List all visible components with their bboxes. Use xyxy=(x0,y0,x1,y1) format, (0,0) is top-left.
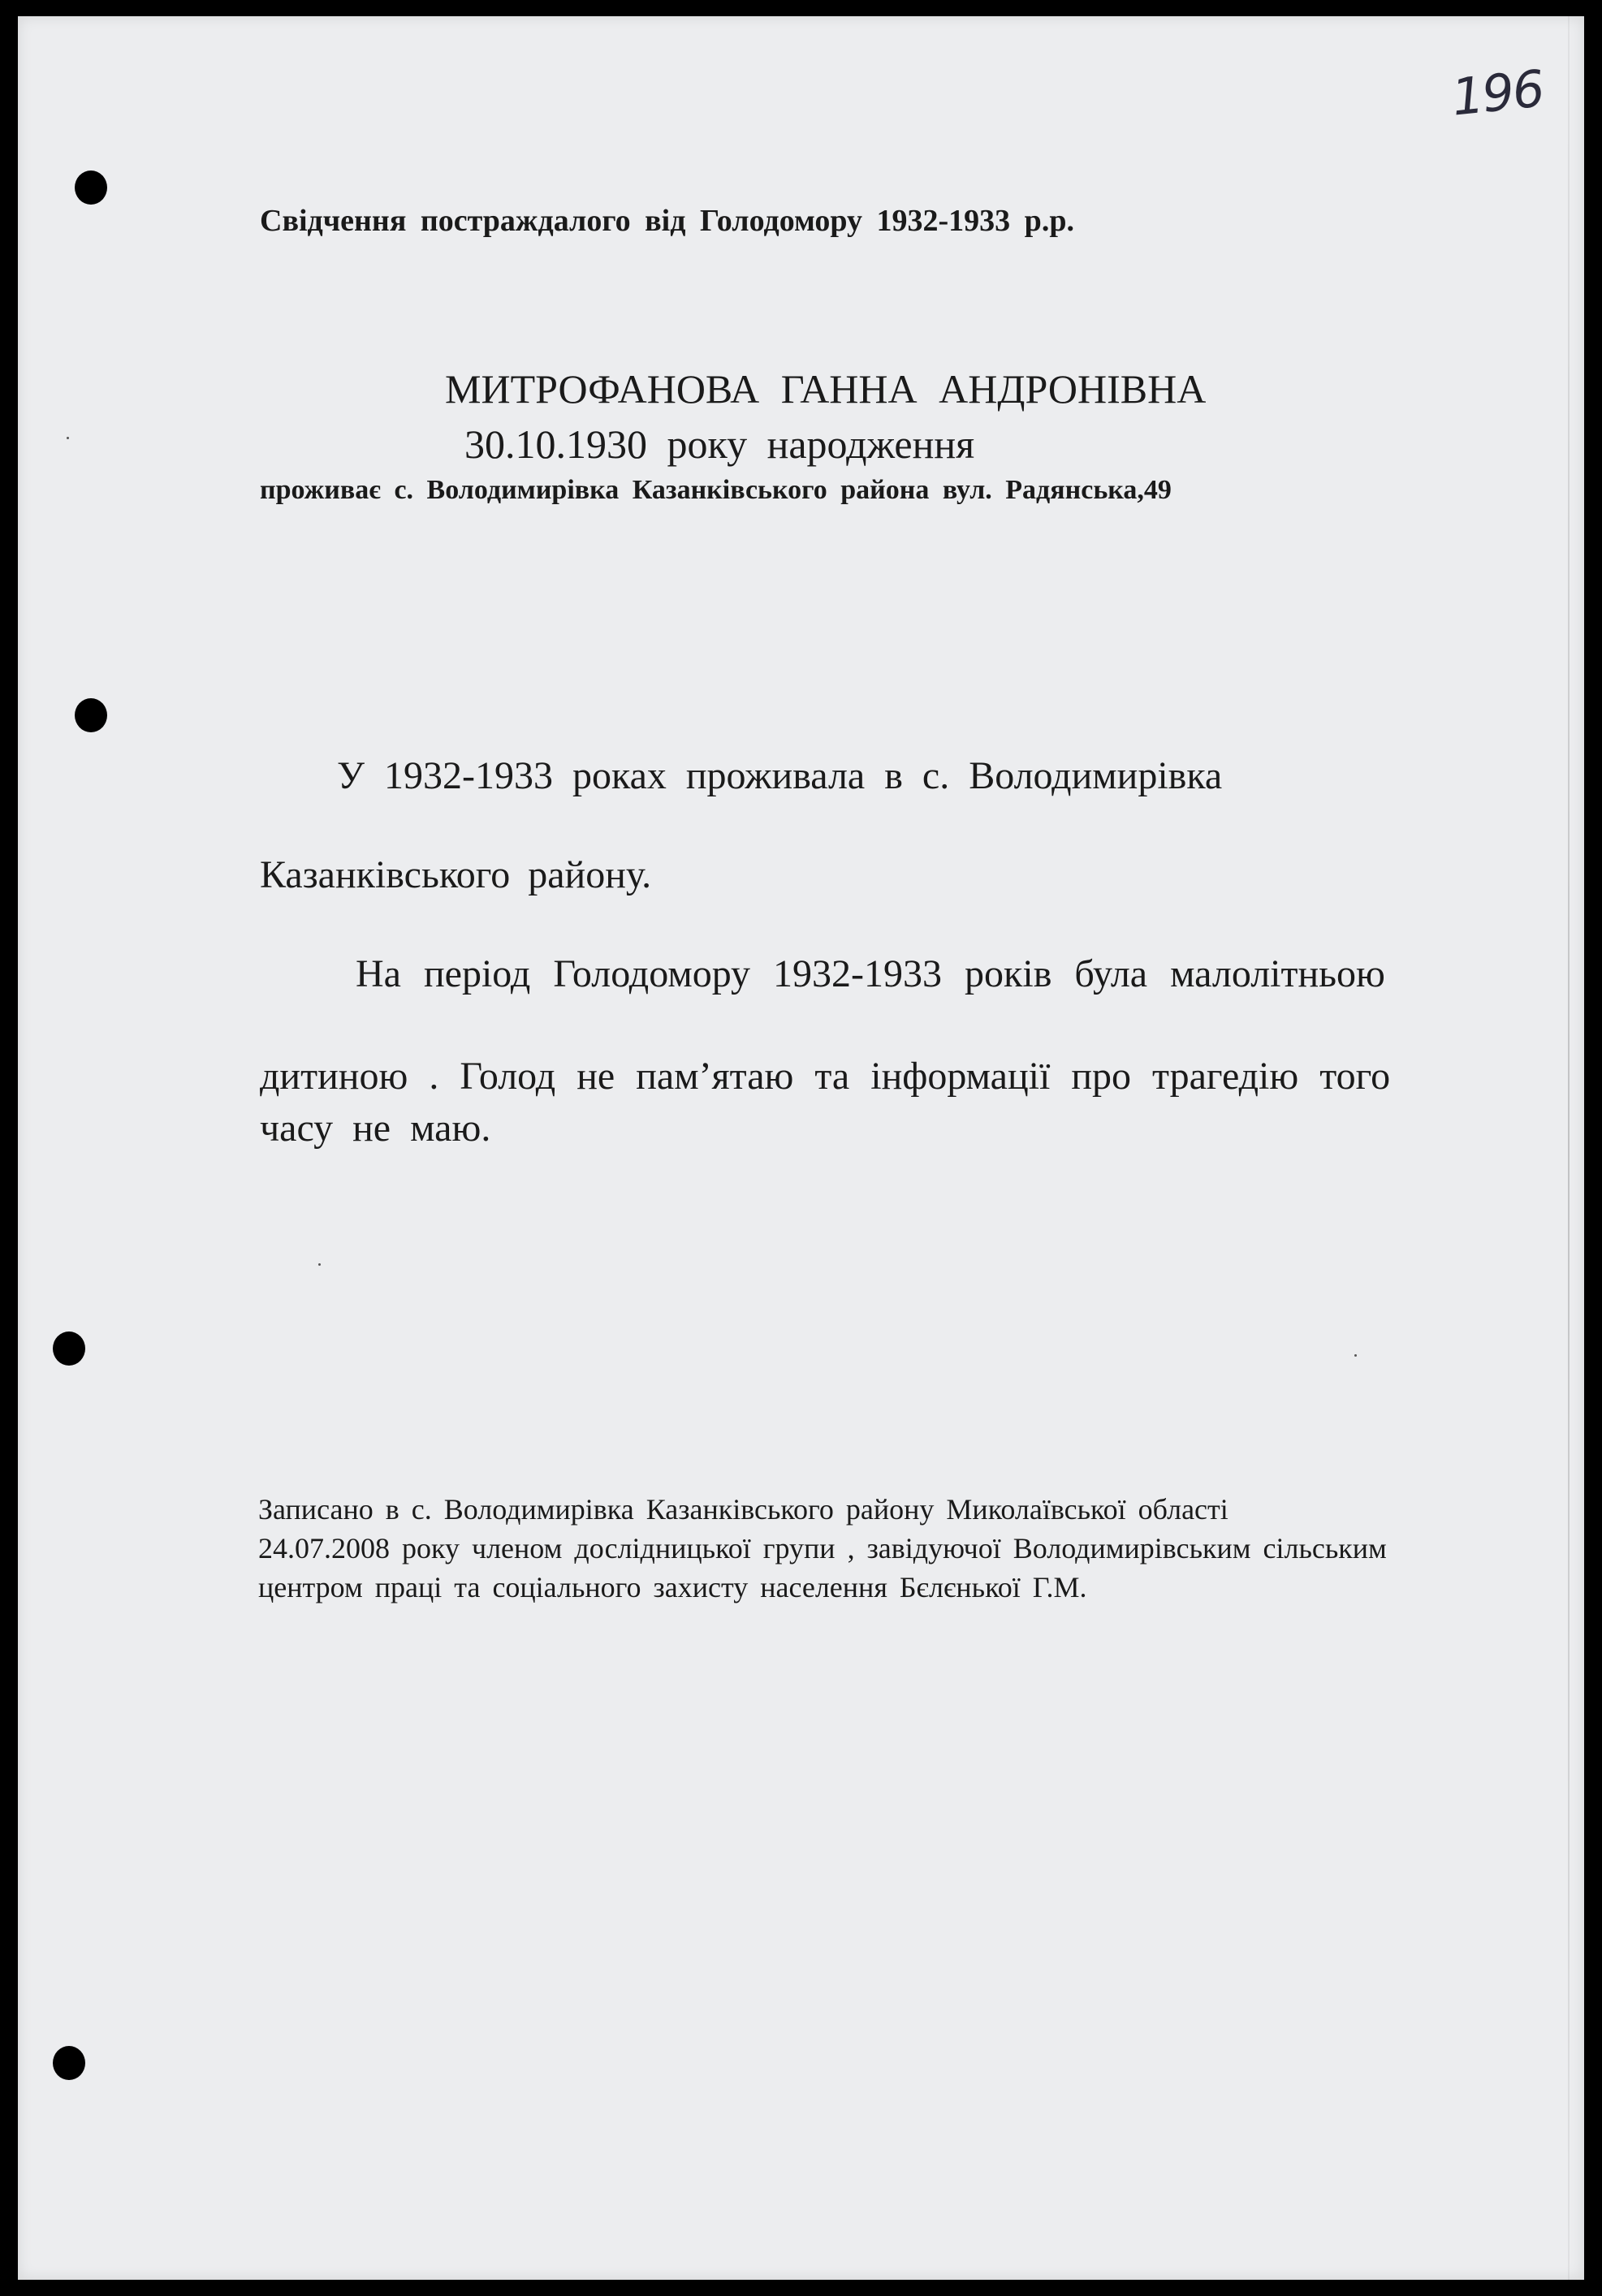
paper-edge-shadow xyxy=(1568,16,1570,2280)
testimony-line: Казанківського району. xyxy=(260,853,652,896)
recording-note-line: Записано в с. Володимирівка Казанківського району Миколаївської області xyxy=(258,1493,1228,1526)
testimony-line: дитиною . Голод не пам’ятаю та інформації про трагедію того xyxy=(260,1055,1391,1098)
person-name: МИТРОФАНОВА ГАННА АНДРОНІВНА xyxy=(445,366,1207,412)
birth-date-line: 30.10.1930 року народження xyxy=(464,421,975,467)
paper-speck xyxy=(318,1263,321,1266)
paper-speck xyxy=(1354,1354,1357,1357)
handwritten-page-number: 196 xyxy=(1449,58,1546,127)
paper-speck xyxy=(67,437,69,439)
punch-hole xyxy=(75,170,107,205)
punch-hole xyxy=(53,1331,85,1366)
punch-hole xyxy=(75,698,107,732)
punch-hole xyxy=(53,2046,85,2080)
recording-note-line: центром праці та соціального захисту населення Бєлєнької Г.М. xyxy=(258,1571,1087,1603)
address-line: проживає с. Володимирівка Казанківського района вул. Радянська,49 xyxy=(260,475,1172,505)
testimony-line: У 1932-1933 роках проживала в с. Володимирівка xyxy=(337,754,1223,797)
recording-note-line: 24.07.2008 року членом дослідницької групи , завідуючої Володимирівським сільським xyxy=(258,1532,1387,1564)
document-page xyxy=(18,16,1584,2280)
document-heading: Свідчення постраждалого від Голодомору 1932-1933 р.р. xyxy=(260,204,1074,238)
testimony-line: часу не маю. xyxy=(260,1107,491,1150)
testimony-line: На період Голодомору 1932-1933 років була малолітньою xyxy=(356,952,1385,995)
